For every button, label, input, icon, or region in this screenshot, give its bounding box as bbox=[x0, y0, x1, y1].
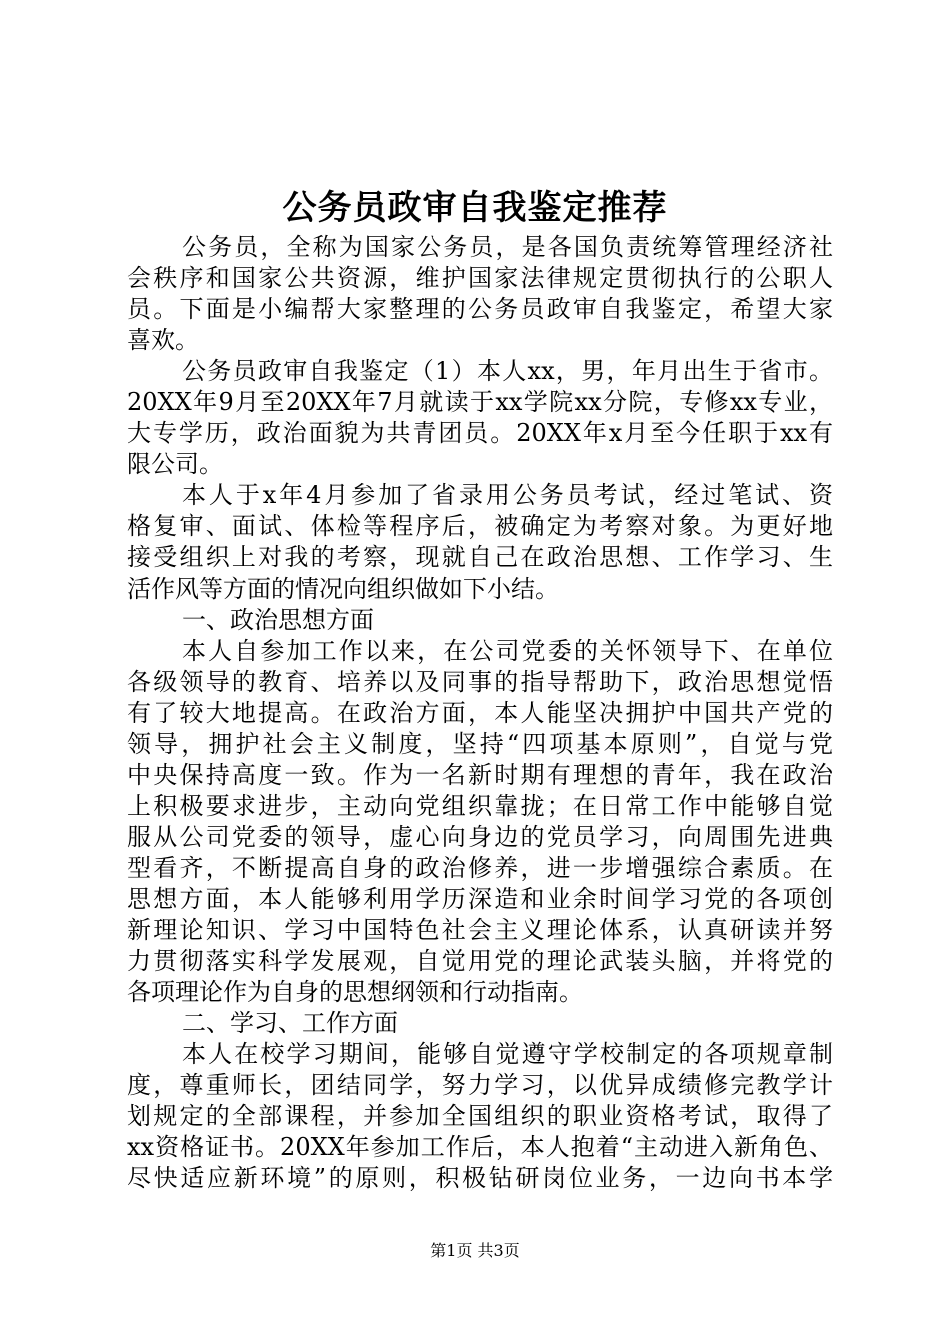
text-line: 格复审、面试、体检等程序后，被确定为考察对象。为更好地 bbox=[127, 512, 833, 541]
text-line: xx资格证书。20XX年参加工作后，本人抱着“主动进入新角色、 bbox=[127, 1133, 833, 1162]
text-line: 度，尊重师长，团结同学，努力学习，以优异成绩修完教学计 bbox=[127, 1071, 833, 1100]
document-body bbox=[127, 232, 833, 1194]
section-heading: 一、政治思想方面 bbox=[182, 605, 374, 634]
text-line: 公务员政审自我鉴定（1）本人xx，男，年月出生于省市。 bbox=[182, 357, 833, 386]
text-line: 服从公司党委的领导，虚心向身边的党员学习，向周围先进典 bbox=[127, 822, 833, 851]
text-line: 划规定的全部课程，并参加全国组织的职业资格考试，取得了 bbox=[127, 1102, 833, 1131]
text-line: 各项理论作为自身的思想纲领和行动指南。 bbox=[127, 978, 583, 1007]
text-line: 员。下面是小编帮大家整理的公务员政审自我鉴定，希望大家 bbox=[127, 295, 833, 324]
text-line: 活作风等方面的情况向组织做如下小结。 bbox=[127, 574, 559, 603]
text-line: 新理论知识、学习中国特色社会主义理论体系，认真研读并努 bbox=[127, 916, 833, 945]
text-line: 各级领导的教育、培养以及同事的指导帮助下，政治思想觉悟 bbox=[127, 667, 833, 696]
text-line: 本人自参加工作以来，在公司党委的关怀领导下、在单位 bbox=[182, 636, 833, 665]
text-line: 思想方面，本人能够利用学历深造和业余时间学习党的各项创 bbox=[127, 884, 833, 913]
text-line: 领导，拥护社会主义制度，坚持“四项基本原则”，自觉与党 bbox=[127, 729, 833, 758]
text-line: 接受组织上对我的考察，现就自己在政治思想、工作学习、生 bbox=[127, 543, 833, 572]
text-line: 20XX年9月至20XX年7月就读于xx学院xx分院，专修xx专业， bbox=[127, 388, 833, 417]
text-line: 喜欢。 bbox=[127, 326, 199, 355]
text-line: 本人在校学习期间，能够自觉遵守学校制定的各项规章制 bbox=[182, 1040, 833, 1069]
text-line: 公务员，全称为国家公务员，是各国负责统筹管理经济社 bbox=[182, 233, 833, 261]
page-footer: 第1页 共3页 bbox=[430, 1241, 520, 1260]
text-line: 限公司。 bbox=[127, 450, 223, 479]
text-line: 本人于x年4月参加了省录用公务员考试，经过笔试、资 bbox=[182, 481, 833, 510]
text-line: 力贯彻落实科学发展观，自觉用党的理论武装头脑，并将党的 bbox=[127, 947, 833, 976]
text-line: 大专学历，政治面貌为共青团员。20XX年x月至今任职于xx有 bbox=[127, 419, 833, 448]
section-heading: 二、学习、工作方面 bbox=[182, 1009, 398, 1038]
text-line: 型看齐，不断提高自身的政治修养，进一步增强综合素质。在 bbox=[127, 853, 833, 882]
document-title: 公务员政审自我鉴定推荐 bbox=[282, 188, 668, 228]
text-line: 会秩序和国家公共资源，维护国家法律规定贯彻执行的公职人 bbox=[127, 264, 833, 293]
text-line: 尽快适应新环境”的原则，积极钻研岗位业务，一边向书本学 bbox=[127, 1164, 833, 1193]
text-line: 有了较大地提高。在政治方面，本人能坚决拥护中国共产党的 bbox=[127, 698, 833, 727]
text-line: 上积极要求进步，主动向党组织靠拢；在日常工作中能够自觉 bbox=[127, 791, 833, 820]
text-line: 中央保持高度一致。作为一名新时期有理想的青年，我在政治 bbox=[127, 760, 833, 789]
